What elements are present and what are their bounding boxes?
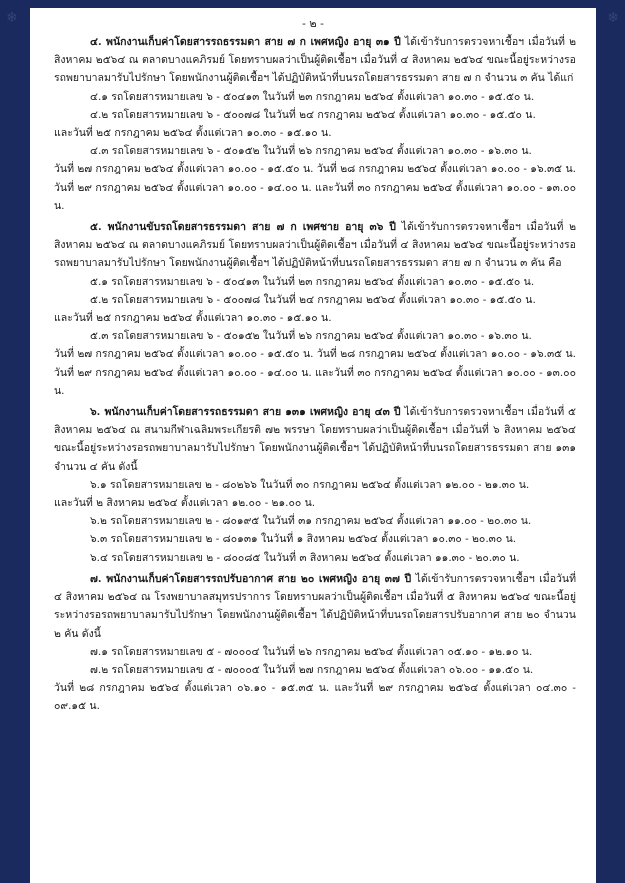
bus-item-continuation: และวันที่ ๒๕ กรกฎาคม ๒๕๖๔ ตั้งแต่เวลา ๑๐.๓๐ - ๑๕.๑๐ น. xyxy=(54,127,332,140)
bus-item-continuation: วันที่ ๒๗ กรกฎาคม ๒๕๖๔ ตั้งแต่เวลา ๑๐.๐๐ - ๑๕.๕๐ น. วันที่ ๒๘ กรกฎาคม ๒๕๖๔ ตั้งแต่เวลา ๑๐.๐๐ - ๑๖.๓๕ น. วันที่ ๒๙ กรกฎาคม ๒๕๖๔ ตั้งแต่เวลา ๑๐.๐๐ - ๑๔.๐๐ น. และวันที่ ๓๐ กรกฎาคม ๒๕๖๔ ตั้งแต่เวลา ๑๐.๐๐ - ๑๓.๐๐ น. xyxy=(54,348,576,397)
section-intro: ได้เข้ารับการตรวจหาเชื้อฯ เมื่อวันที่ ๕ สิงหาคม ๒๕๖๔ ณ สนามกีฬาเฉลิมพระเกียรติ ๗๒ พรรษา โดยทราบผลว่าเป็นผู้ติดเชื้อฯ เมื่อวันที่ ๖ สิงหาคม ๒๕๖๔ ขณะนี้อยู่ระหว่างรอรถพยาบาลมารับไปรักษา โดยพนักงานผู้ติดเชื้อฯ ได้ปฏิบัติหน้าที่บนรถโดยสารธรรมดา สาย ๑๓๑ จำนวน ๔ คัน ดังนี้ xyxy=(54,406,576,473)
section xyxy=(54,570,576,716)
frame-decoration-left: ❄ xyxy=(6,10,18,26)
section-paragraph xyxy=(54,33,576,88)
bus-item: ๖.๔ รถโดยสารหมายเลข ๒ - ๘๐๐๘๕ ในวันที่ ๓ สิงหาคม ๒๕๖๔ ตั้งแต่เวลา ๑๑.๓๐ - ๒๐.๓๐ น. xyxy=(90,551,520,564)
section-heading: ๖. พนักงานเก็บค่าโดยสารรถธรรมดา สาย ๑๓๑ เพศหญิง อายุ ๔๓ ปี xyxy=(90,406,401,419)
section-heading: ๗. พนักงานเก็บค่าโดยสารรถปรับอากาศ สาย ๒๐ เพศหญิง อายุ ๓๗ ปี xyxy=(90,572,412,585)
section-intro: ได้เข้ารับการตรวจหาเชื้อฯ เมื่อวันที่ ๒ สิงหาคม ๒๕๖๔ ณ ตลาดบางแคภิรมย์ โดยทราบผลว่าเป็นผู้ติดเชื้อฯ เมื่อวันที่ ๔ สิงหาคม ๒๕๖๔ ขณะนี้อยู่ระหว่างรอรถพยาบาลมารับไปรักษา โดยพนักงานผู้ติดเชื้อฯ ได้ปฏิบัติหน้าที่บนรถโดยสารธรรมดา สาย ๗ ก จำนวน ๓ คัน ได้แก่ xyxy=(54,36,576,85)
page-number: - ๒ - xyxy=(302,17,324,30)
bus-item: ๔.๑ รถโดยสารหมายเลข ๖ - ๕๐๔๑๓ ในวันที่ ๒๓ กรกฎาคม ๒๕๖๔ ตั้งแต่เวลา ๑๐.๓๐ - ๑๕.๕๐ น. xyxy=(90,90,535,103)
bus-item: ๔.๒ รถโดยสารหมายเลข ๖ - ๕๐๐๗๘ ในวันที่ ๒๔ กรกฎาคม ๒๕๖๔ ตั้งแต่เวลา ๑๐.๓๐ - ๑๕.๕๐ น. xyxy=(90,108,536,121)
section xyxy=(54,33,576,215)
bus-item-continuation: วันที่ ๒๗ กรกฎาคม ๒๕๖๔ ตั้งแต่เวลา ๑๐.๐๐ - ๑๕.๕๐ น. วันที่ ๒๘ กรกฎาคม ๒๕๖๔ ตั้งแต่เวลา ๑๐.๐๐ - ๑๖.๓๕ น. วันที่ ๒๙ กรกฎาคม ๒๕๖๔ ตั้งแต่เวลา ๑๐.๐๐ - ๑๔.๐๐ น. และวันที่ ๓๐ กรกฎาคม ๒๕๖๔ ตั้งแต่เวลา ๑๐.๐๐ - ๑๓.๐๐ น. xyxy=(54,163,576,212)
bus-item-continuation: วันที่ ๒๘ กรกฎาคม ๒๕๖๔ ตั้งแต่เวลา ๐๖.๑๐ - ๑๕.๓๕ น. และวันที่ ๒๙ กรกฎาคม ๒๕๖๔ ตั้งแต่เวลา ๐๔.๓๐ - ๐๙.๑๕ น. xyxy=(54,682,576,713)
document-page xyxy=(30,8,596,883)
bus-item: ๕.๒ รถโดยสารหมายเลข ๖ - ๕๐๐๗๘ ในวันที่ ๒๔ กรกฎาคม ๒๕๖๔ ตั้งแต่เวลา ๑๐.๓๐ - ๑๕.๕๐ น. xyxy=(90,293,536,306)
section-heading: ๕. พนักงานขับรถโดยสารธรรมดา สาย ๗ ก เพศชาย อายุ ๓๖ ปี xyxy=(90,221,396,234)
bus-item: ๗.๑ รถโดยสารหมายเลข ๕ - ๗๐๐๐๔ ในวันที่ ๒๖ กรกฎาคม ๒๕๖๔ ตั้งแต่เวลา ๐๕.๑๐ - ๑๒.๑๐ น. xyxy=(90,645,533,658)
section xyxy=(54,218,576,400)
bus-item: ๔.๓ รถโดยสารหมายเลข ๖ - ๕๐๑๕๒ ในวันที่ ๒๖ กรกฎาคม ๒๕๖๔ ตั้งแต่เวลา ๑๐.๓๐ - ๑๖.๓๐ น. xyxy=(90,145,532,158)
section-intro: ได้เข้ารับการตรวจหาเชื้อฯ เมื่อวันที่ ๔ สิงหาคม ๒๕๖๔ ณ โรงพยาบาลสมุทรปราการ โดยทราบผลว่าเป็นผู้ติดเชื้อฯ เมื่อวันที่ ๕ สิงหาคม ๒๕๖๔ ขณะนี้อยู่ระหว่างรอรถพยาบาลมารับไปรักษา โดยพนักงานผู้ติดเชื้อฯ ได้ปฏิบัติหน้าที่บนรถโดยสารปรับอากาศ สาย ๒๐ จำนวน ๒ คัน ดังนี้ xyxy=(54,572,576,640)
bus-item: ๗.๒ รถโดยสารหมายเลข ๕ - ๗๐๐๐๕ ในวันที่ ๒๗ กรกฎาคม ๒๕๖๔ ตั้งแต่เวลา ๐๖.๐๐ - ๑๑.๕๐ น. xyxy=(90,663,534,676)
bus-item: ๖.๑ รถโดยสารหมายเลข ๒ - ๘๐๒๖๖ ในวันที่ ๓๐ กรกฎาคม ๒๕๖๔ ตั้งแต่เวลา ๑๒.๐๐ - ๒๑.๓๐ น. xyxy=(90,478,530,491)
section-heading: ๔. พนักงานเก็บค่าโดยสารรถธรรมดา สาย ๗ ก เพศหญิง อายุ ๓๑ ปี xyxy=(90,36,401,48)
section-paragraph xyxy=(54,570,576,643)
section xyxy=(54,403,576,567)
section-paragraph xyxy=(54,218,576,273)
bus-item: ๕.๑ รถโดยสารหมายเลข ๖ - ๕๐๔๑๓ ในวันที่ ๒๓ กรกฎาคม ๒๕๖๔ ตั้งแต่เวลา ๑๐.๓๐ - ๑๕.๕๐ น. xyxy=(90,275,535,288)
bus-item: ๕.๓ รถโดยสารหมายเลข ๖ - ๕๐๑๕๒ ในวันที่ ๒๖ กรกฎาคม ๒๕๖๔ ตั้งแต่เวลา ๑๐.๓๐ - ๑๖.๓๐ น. xyxy=(90,330,532,343)
section-paragraph xyxy=(54,403,576,476)
bus-item: ๖.๒ รถโดยสารหมายเลข ๒ - ๘๐๑๙๕ ในวันที่ ๓๑ กรกฎาคม ๒๕๖๔ ตั้งแต่เวลา ๑๑.๐๐ - ๒๐.๓๐ น. xyxy=(90,515,532,528)
bus-item-continuation: และวันที่ ๒ สิงหาคม ๒๕๖๔ ตั้งแต่เวลา ๑๒.๐๐ - ๒๑.๐๐ น. xyxy=(54,497,316,510)
bus-item-continuation: และวันที่ ๒๕ กรกฎาคม ๒๕๖๔ ตั้งแต่เวลา ๑๐.๓๐ - ๑๕.๑๐ น. xyxy=(54,312,332,325)
section-intro: ได้เข้ารับการตรวจหาเชื้อฯ เมื่อวันที่ ๒ สิงหาคม ๒๕๖๔ ณ ตลาดบางแคภิรมย์ โดยทราบผลว่าเป็นผู้ติดเชื้อฯ เมื่อวันที่ ๔ สิงหาคม ๒๕๖๔ ขณะนี้อยู่ระหว่างรอรถพยาบาลมารับไปรักษา โดยพนักงานผู้ติดเชื้อฯ ได้ปฏิบัติหน้าที่บนรถโดยสารธรรมดา สาย ๗ ก จำนวน ๓ คัน คือ xyxy=(54,221,576,270)
document-body xyxy=(30,33,596,716)
frame-decoration-right: ❄ xyxy=(607,10,619,26)
bus-item: ๖.๓ รถโดยสารหมายเลข ๒ - ๘๐๑๓๑ ในวันที่ ๑ สิงหาคม ๒๕๖๔ ตั้งแต่เวลา ๑๐.๓๐ - ๒๐.๓๐ น. xyxy=(90,533,517,546)
